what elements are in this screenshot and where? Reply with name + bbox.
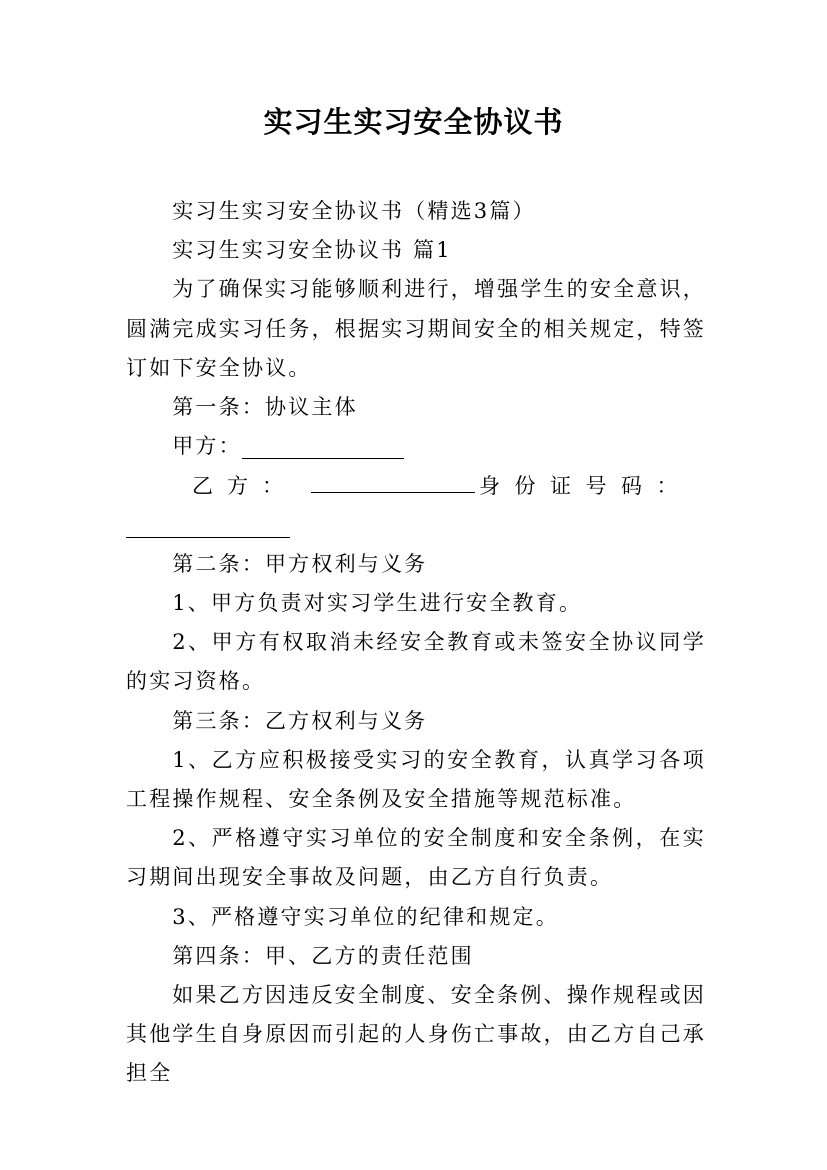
id-number-label: 身份证号码： [479,474,692,499]
article-four-paragraph: 如果乙方因违反安全制度、安全条例、操作规程或因其他学生自身原因而引起的人身伤亡事故，由乙方自己承担全 [126,983,706,1086]
article-three-item-1: 1、乙方应积极接受实习的安全教育，认真学习各项工程操作规程、安全条例及安全措施等规范标准。 [126,747,706,812]
article-two-item-2: 2、甲方有权取消未经安全教育或未签安全协议同学的实习资格。 [126,630,706,694]
party-a-line [126,427,706,466]
article-four-heading: 第四条：甲、乙方的责任范围 [172,943,474,968]
paragraph-subtitle: 实习生实习安全协议书（精选3篇） [172,199,536,223]
party-b-group [192,466,475,506]
id-number-blank [126,511,290,538]
party-b-blank [311,466,475,493]
party-b-label: 乙方： [192,474,297,499]
paragraph-section-heading: 实习生实习安全协议书 篇1 [172,238,452,263]
article-two-heading: 第二条：甲方权利与义务 [172,551,428,576]
paragraph-intro: 为了确保实习能够顺利进行，增强学生的安全意识，圆满完成实习任务，根据实习期间安全的相关规定，特签订如下安全协议。 [126,277,706,380]
article-two-item-1: 1、甲方负责对实习学生进行安全教育。 [172,591,583,616]
document-title: 实习生实习安全协议书 [263,105,564,139]
article-three-item-3: 3、严格遵守实习单位的纪律和规定。 [172,904,559,929]
party-b-line [126,466,706,505]
party-a-label: 甲方： [172,434,242,459]
article-one-heading: 第一条：协议主体 [172,395,358,420]
article-three-item-2: 2、严格遵守实习单位的安全制度和安全条例，在实习期间出现安全事故及问题，由乙方自行负责。 [126,826,706,890]
document-body [126,192,706,1094]
party-a-blank [242,432,404,459]
id-number-line [126,506,706,545]
article-three-heading: 第三条：乙方权利与义务 [172,708,428,733]
